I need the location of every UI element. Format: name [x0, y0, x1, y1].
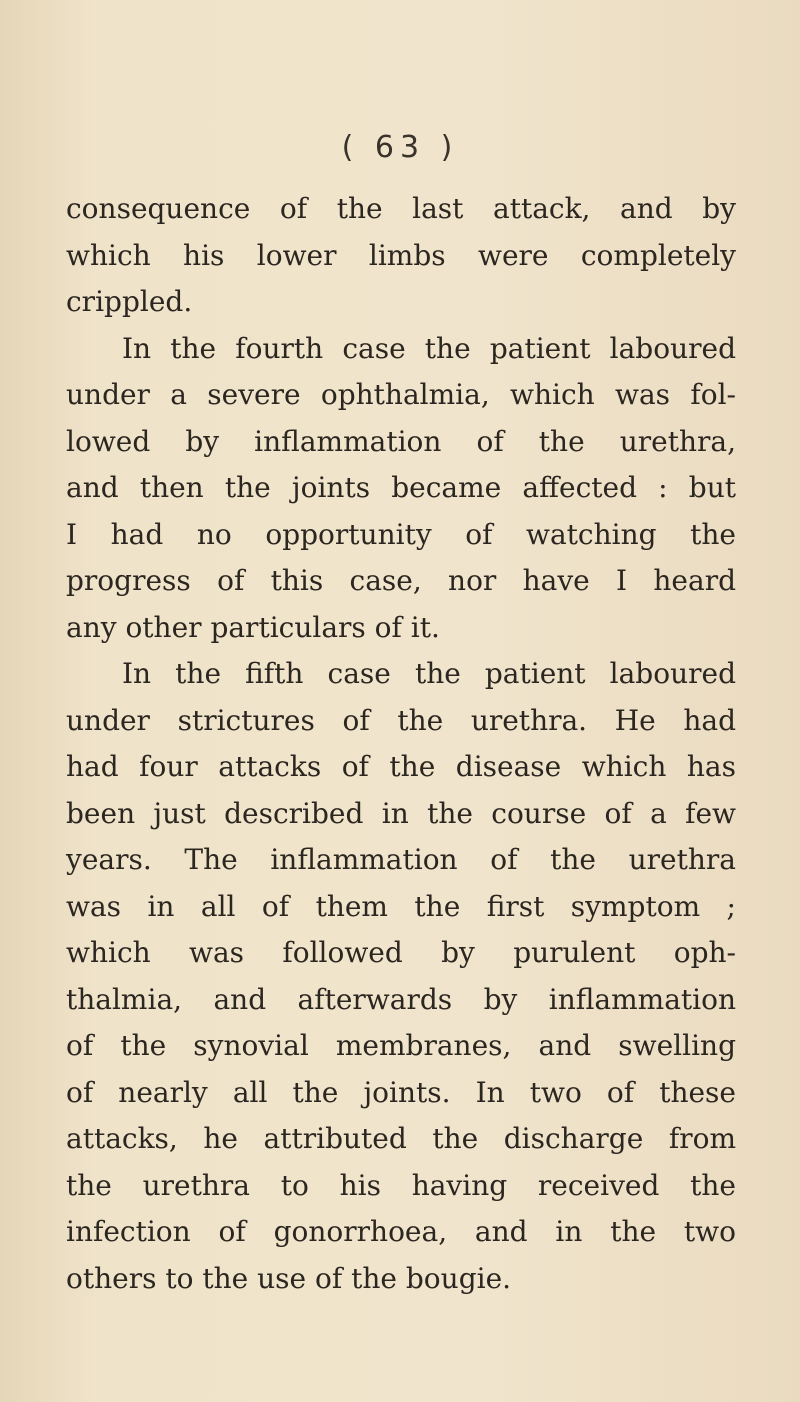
text-line: had four attacks of the disease which has — [66, 750, 736, 783]
text-line: of nearly all the joints. In two of these — [66, 1075, 736, 1109]
text-line: which his lower limbs were completely — [66, 238, 736, 272]
text-line: lowed by inflammation of the urethra, — [66, 424, 736, 458]
body-text — [66, 186, 736, 1302]
text-line: which was followed by purulent oph- — [66, 936, 736, 969]
text-line: any other particulars of it. — [66, 610, 440, 644]
page-number: ( 63 ) — [341, 130, 459, 165]
text-line: under strictures of the urethra. He had — [66, 703, 736, 737]
text-line: was in all of them the first symptom ; — [66, 889, 736, 923]
text-line: the urethra to his having received the — [66, 1168, 736, 1202]
text-line: and then the joints became affected : but — [66, 471, 736, 504]
text-line: infection of gonorrhoea, and in the two — [66, 1215, 736, 1248]
text-line: been just described in the course of a few — [66, 796, 736, 830]
text-line: consequence of the last attack, and by — [66, 192, 736, 225]
text-line: I had no opportunity of watching the — [66, 517, 736, 551]
paragraph-first-line: In the fourth case the patient laboured — [122, 331, 736, 365]
text-line: of the synovial membranes, and swelling — [66, 1029, 736, 1062]
text-line: progress of this case, nor have I heard — [66, 564, 736, 597]
text-line: years. The inflammation of the urethra — [66, 843, 736, 876]
text-line: thalmia, and afterwards by inflammation — [66, 982, 736, 1016]
text-line: crippled. — [66, 285, 193, 318]
text-line: attacks, he attributed the discharge from — [66, 1122, 736, 1155]
paragraph-first-line: In the fifth case the patient laboured — [122, 657, 736, 690]
text-line: under a severe ophthalmia, which was fol- — [66, 378, 736, 411]
text-line: others to the use of the bougie. — [66, 1261, 512, 1295]
